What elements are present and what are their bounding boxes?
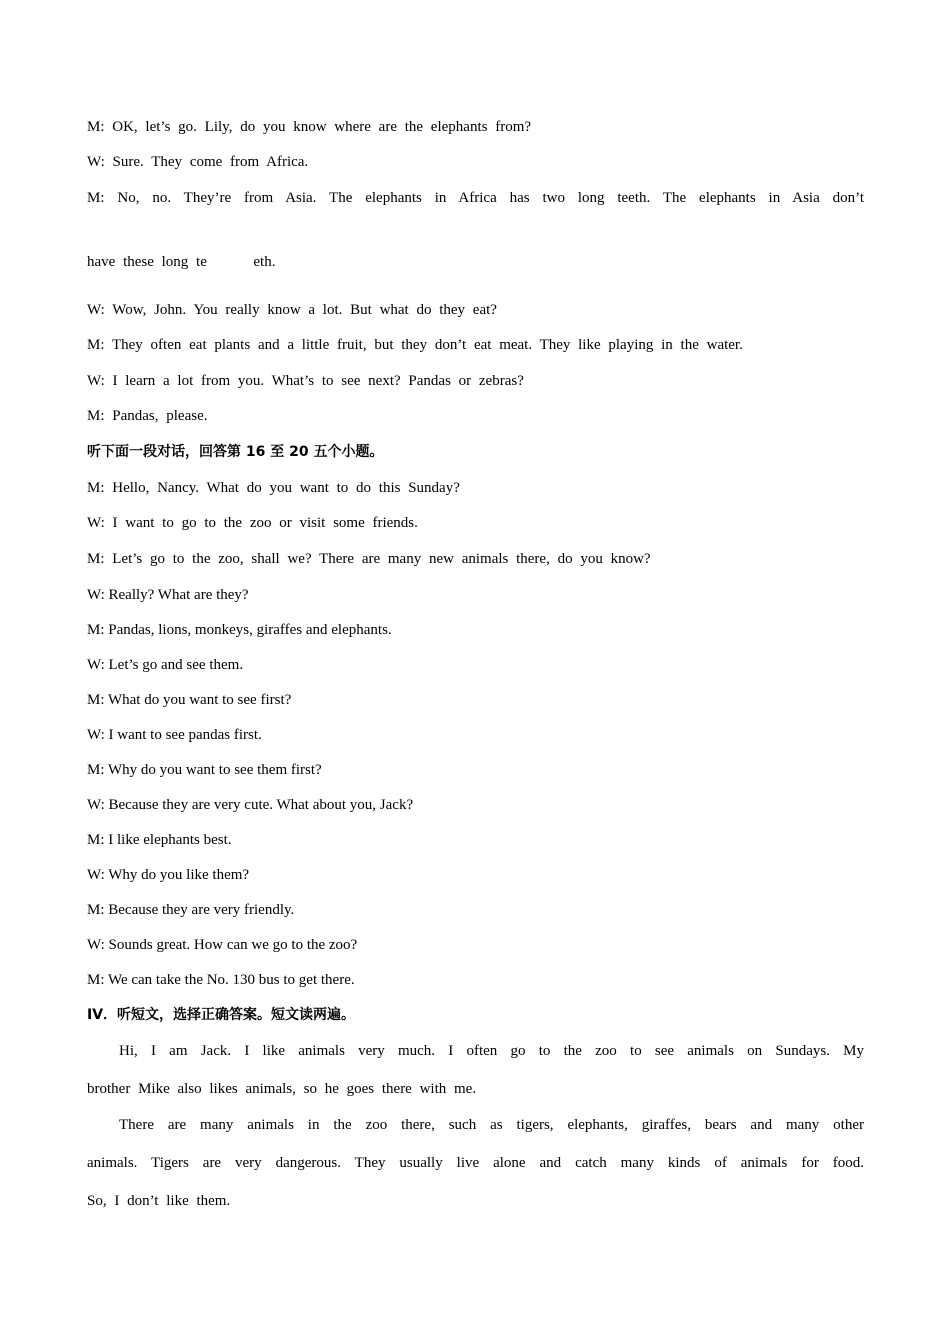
dialogue-line: M: OK, let’s go. Lily, do you know where are the elephants from?	[87, 119, 532, 135]
dialogue-line: M: We can take the No. 130 bus to get there.	[87, 972, 355, 988]
dialogue-line: W: Because they are very cute. What about you, Jack?	[87, 797, 414, 813]
dialogue-line: W: Why do you like them?	[87, 867, 250, 883]
passage-line: There are many animals in the zoo there, such as tigers, elephants, giraffes, bears and many other	[119, 1117, 864, 1133]
dialogue-line: M: Why do you want to see them first?	[87, 762, 322, 778]
dialogue-line: W: Wow, John. You really know a lot. But what do they eat?	[87, 302, 497, 318]
passage-line: So, I don’t like them.	[87, 1193, 231, 1209]
dialogue-line: M: Hello, Nancy. What do you want to do this Sunday?	[87, 480, 460, 496]
dialogue-line: M: No, no. They’re from Asia. The elephants in Africa has two long teeth. The elephants in Asia don’t	[87, 190, 864, 206]
section-heading: 听下面一段对话，回答第 16 至 20 五个小题。	[87, 444, 384, 460]
dialogue-line: W: Let’s go and see them.	[87, 657, 244, 673]
dialogue-line: W: Really? What are they?	[87, 587, 249, 603]
dialogue-line: W: I learn a lot from you. What’s to see next? Pandas or zebras?	[87, 373, 524, 389]
dialogue-line: W: Sure. They come from Africa.	[87, 154, 309, 170]
section-heading: IV．听短文，选择正确答案。短文读两遍。	[87, 1007, 356, 1023]
dialogue-line: W: I want to see pandas first.	[87, 727, 262, 743]
dialogue-line: M: Because they are very friendly.	[87, 902, 295, 918]
dialogue-line: have these long te eth.	[87, 254, 276, 270]
dialogue-line: M: Pandas, please.	[87, 408, 208, 424]
dialogue-line: W: I want to go to the zoo or visit some friends.	[87, 515, 418, 531]
passage-line: brother Mike also likes animals, so he goes there with me.	[87, 1081, 477, 1097]
dialogue-line: M: I like elephants best.	[87, 832, 232, 848]
dialogue-line: M: Pandas, lions, monkeys, giraffes and elephants.	[87, 622, 392, 638]
passage-line: animals. Tigers are very dangerous. They usually live alone and catch many kinds of animals for food.	[87, 1155, 864, 1171]
passage-line: Hi, I am Jack. I like animals very much. I often go to the zoo to see animals on Sundays. My	[119, 1043, 864, 1059]
dialogue-line: M: Let’s go to the zoo, shall we? There are many new animals there, do you know?	[87, 551, 651, 567]
dialogue-line: M: They often eat plants and a little fruit, but they don’t eat meat. They like playing in the water.	[87, 337, 743, 353]
dialogue-line: W: Sounds great. How can we go to the zoo?	[87, 937, 358, 953]
dialogue-line: M: What do you want to see first?	[87, 692, 292, 708]
